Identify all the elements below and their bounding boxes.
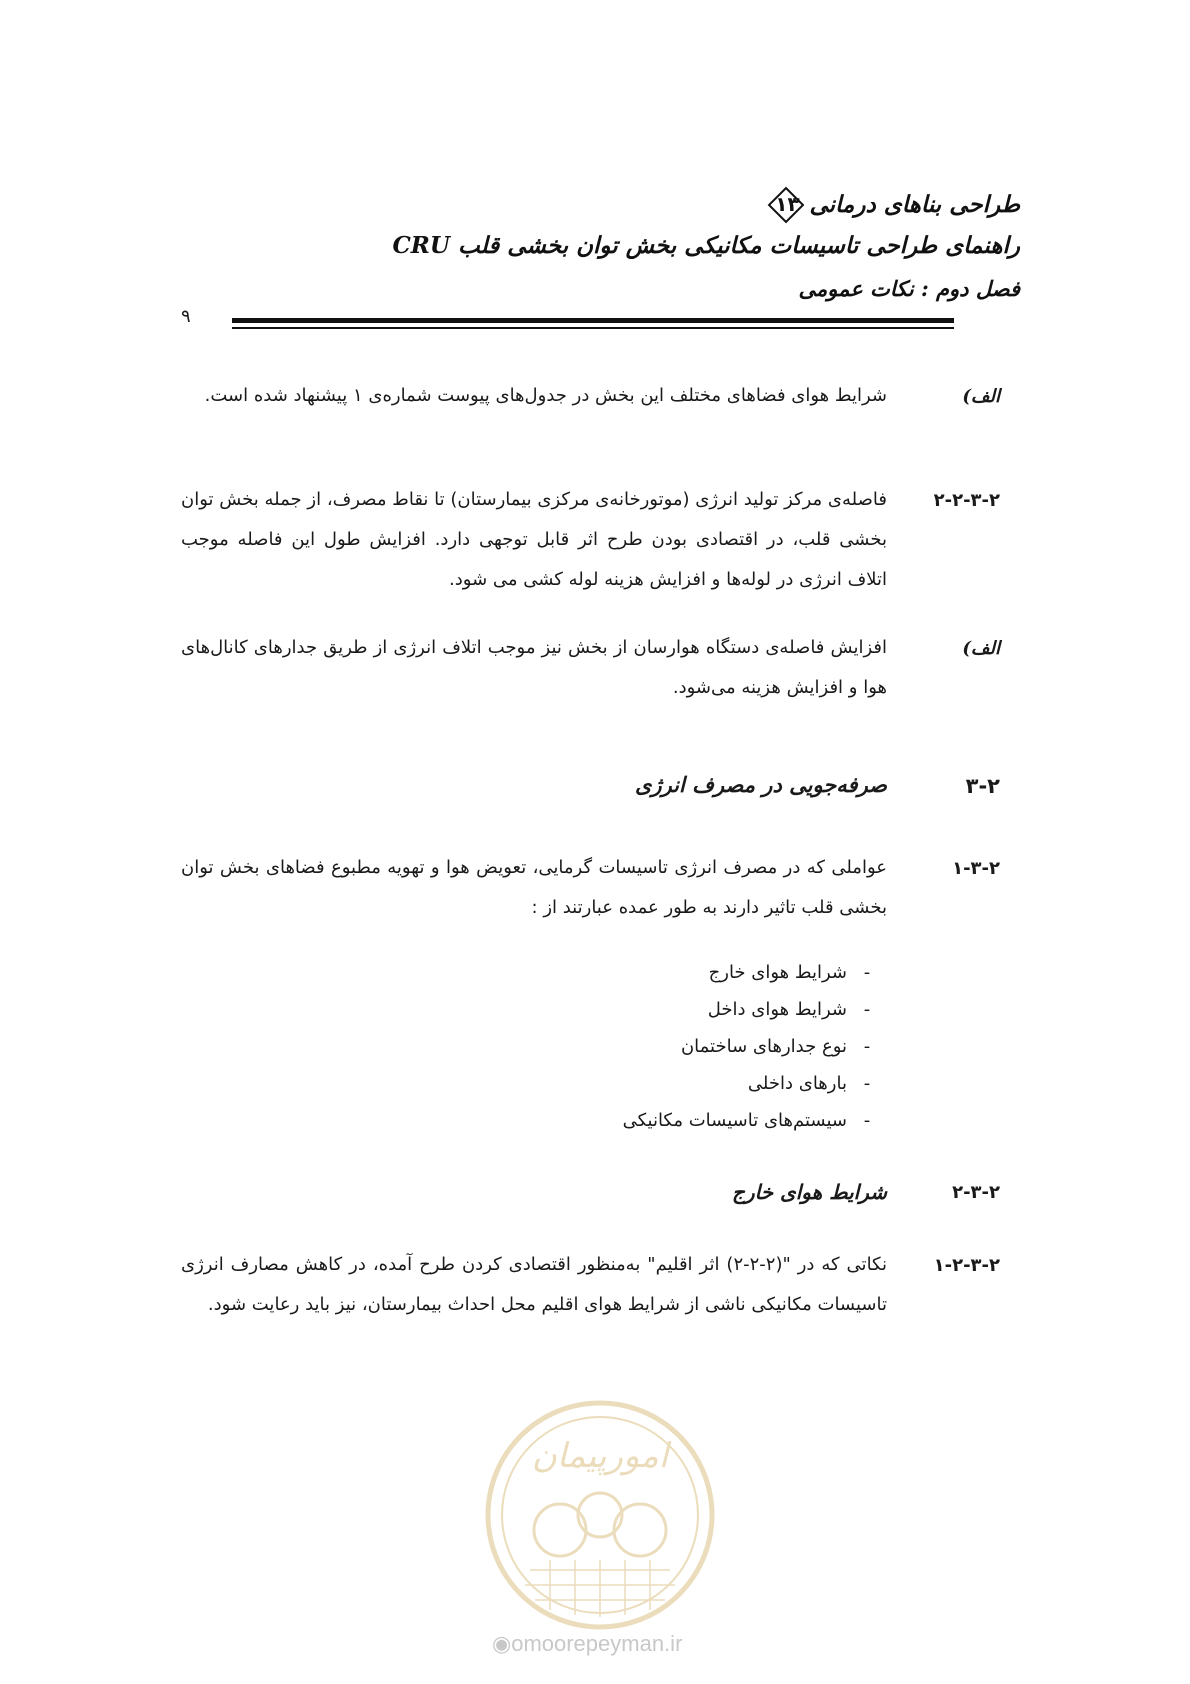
list-item <box>709 962 887 983</box>
watermark-seal <box>480 1395 720 1635</box>
section-number: ۱-۲-۳-۲ <box>933 1255 1000 1276</box>
volume-badge <box>767 186 807 226</box>
chapter-title: فصل دوم : نکات عمومی <box>798 276 1020 301</box>
list-dash: - <box>863 1073 871 1094</box>
header-rule-thin <box>232 327 954 329</box>
paragraph: افزایش فاصله‌ی دستگاه هوارسان از بخش نیز موجب اتلاف انرژی از طریق جدارهای کانال‌های هوا و افزایش هزینه می‌شود. <box>181 637 887 698</box>
list-dash: - <box>863 999 871 1020</box>
list-item-text: شرایط هوای داخل <box>707 999 847 1020</box>
subsection-heading: شرایط هوای خارج <box>732 1180 887 1204</box>
list-dash: - <box>863 1036 871 1057</box>
globe-icon: ◉ <box>492 1631 512 1656</box>
list-dash: - <box>863 1110 871 1131</box>
list-item <box>708 999 887 1020</box>
list-item-text: شرایط هوای خارج <box>708 962 847 983</box>
list-item-text: نوع جدارهای ساختمان <box>680 1036 847 1057</box>
item-label: الف) <box>962 386 1000 407</box>
book-title <box>767 186 1020 226</box>
paragraph: فاصله‌ی مرکز تولید انرژی (موتورخانه‌ی مرکزی بیمارستان) تا نقاط مصرف، از جمله بخش توان بخشی قلب، در اقتصادی بودن طرح اثر قابل توجهی دارد. افزایش طول این فاصله موجب اتلاف انرژی در لوله‌ها و افزایش هزینه لوله کشی می شود. <box>180 489 887 590</box>
volume-number: ۱۳ <box>775 192 800 216</box>
page-number: ۹ <box>181 306 191 327</box>
list-item <box>748 1073 887 1094</box>
list-item <box>623 1110 887 1131</box>
list-item-text: سیستم‌های تاسیسات مکانیکی <box>622 1110 847 1131</box>
watermark-url-text: omoorepeyman.ir <box>511 1631 683 1656</box>
list-item-text: بارهای داخلی <box>747 1073 847 1094</box>
watermark-brand-text: امورپیمان <box>531 1436 669 1476</box>
section-number: ۳-۲ <box>965 774 1000 798</box>
section-number: ۲-۳-۲ <box>952 1182 1000 1203</box>
paragraph: نکاتی که در "(۲-۲-۲) اثر اقلیم" به‌منظور اقتصادی کردن طرح آمده، در کاهش مصارف انرژی تاسیسات مکانیکی ناشی از شرایط هوای اقلیم محل احداث بیمارستان، نیز باید رعایت شود. <box>181 1254 888 1315</box>
list-dash: - <box>863 962 871 983</box>
paragraph: عواملی که در مصرف انرژی تاسیسات گرمایی، تعویض هوا و تهویه مطبوع فضاهای بخش توان بخشی قلب تاثیر دارند به طور عمده عبارتند از : <box>181 857 887 918</box>
section-heading: صرفه‌جویی در مصرف انرژی <box>635 772 887 797</box>
guide-title: راهنمای طراحی تاسیسات مکانیکی بخش توان بخشی قلب CRU <box>392 232 1020 259</box>
paragraph: شرایط هوای فضاهای مختلف این بخش در جدول‌های پیوست شماره‌ی ۱ پیشنهاد شده است. <box>204 385 887 406</box>
book-title-text: طراحی بناهای درمانی <box>809 191 1020 218</box>
item-label: الف) <box>962 638 1000 659</box>
section-number: ۱-۳-۲ <box>952 858 1000 879</box>
watermark-url <box>492 1631 682 1657</box>
header-rule-thick <box>232 318 954 323</box>
list-item <box>681 1036 887 1057</box>
section-number: ۲-۲-۳-۲ <box>933 490 1000 511</box>
